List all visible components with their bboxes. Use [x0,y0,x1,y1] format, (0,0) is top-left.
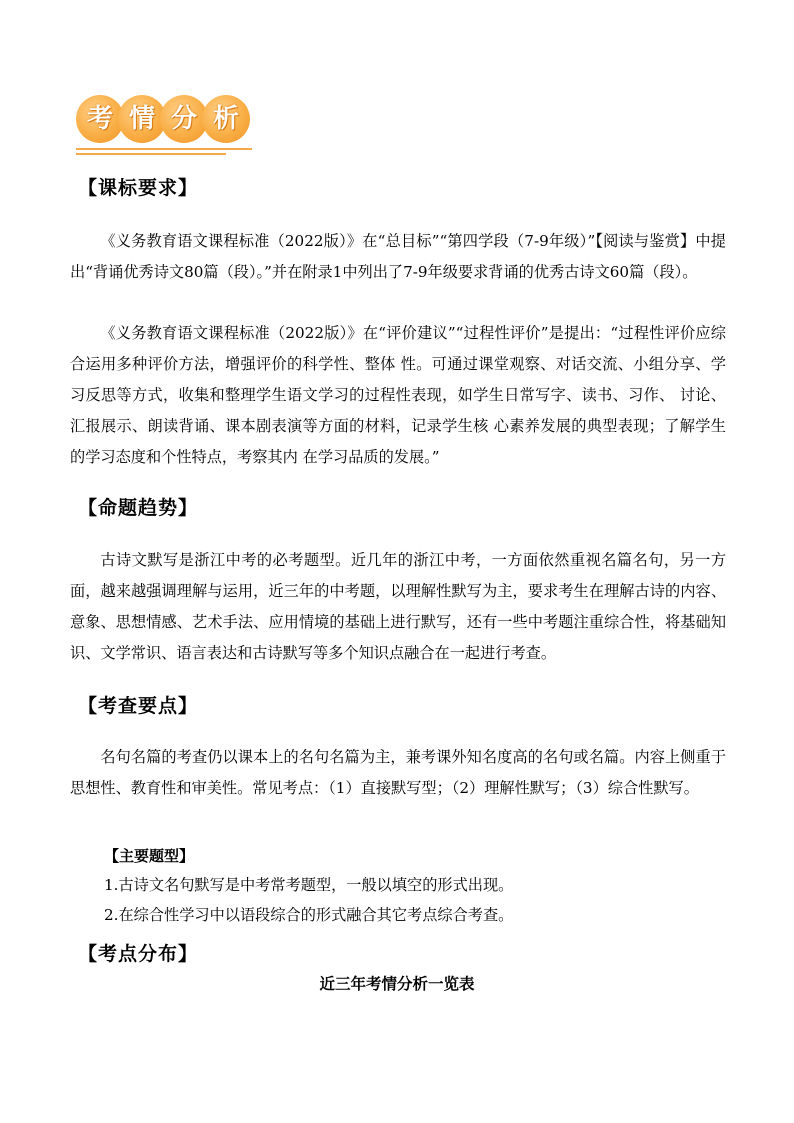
subheading-question-types: 【主要题型】 [104,847,195,865]
banner-char: 情 [118,95,166,143]
heading-curriculum: 【课标要求】 [78,177,199,199]
question-type-item: 1.古诗文名句默写是中考常考题型，一般以填空的形式出现。 [104,876,514,894]
curriculum-paragraph-1: 《义务教育语文课程标准（2022版）》在“总目标”“第四学段（7-9年级）”【阅读与鉴赏】中提出“背诵优秀诗文80篇（段）。”并在附录1中列出了7-9年级要求背诵的优秀古诗文60篇（段）。 [70,232,726,281]
banner-char: 考 [76,95,124,143]
heading-keypoints: 【考查要点】 [78,695,199,717]
banner-underline [76,153,226,155]
heading-trend: 【命题趋势】 [78,497,199,519]
question-type-item: 2.在综合性学习中以语段综合的形式融合其它考点综合考查。 [104,906,514,924]
banner-char: 析 [202,95,250,143]
banner-char: 分 [160,95,208,143]
section-banner [76,95,256,159]
curriculum-paragraph-2: 《义务教育语文课程标准（2022版）》在“评价建议”“过程性评价”是提出：“过程性评价应综合运用多种评价方法，增强评价的科学性、整体 性。可通过课堂观察、对话交流、小组分享、学习反思等方式，收集和整理学生语文学习的过程性表现，如学生日常写字、读书、习作、 讨论、汇报展示、朗读背诵、课本剧表演等方面的材料，记录学生核 心素养发展的典型表现；了解学生的学习态度和个性特点，考察其内 在学习品质的发展。” [70,324,726,466]
banner-underline [76,148,252,150]
trend-paragraph: 古诗文默写是浙江中考的必考题型。近几年的浙江中考，一方面依然重视名篇名句，另一方面，越来越强调理解与运用，近三年的中考题，以理解性默写为主，要求考生在理解古诗的内容、意象、思想情感、艺术手法、应用情境的基础上进行默写，还有一些中考题注重综合性，将基础知识、文学常识、语言表达和古诗默写等多个知识点融合在一起进行考查。 [70,551,726,662]
heading-distribution: 【考点分布】 [78,943,199,965]
keypoints-paragraph: 名句名篇的考查仍以课本上的名句名篇为主，兼考课外知名度高的名句或名篇。内容上侧重于思想性、教育性和审美性。常见考点：（1）直接默写型；（2）理解性默写；（3）综合性默写。 [70,748,726,797]
table-title: 近三年考情分析一览表 [319,974,475,993]
